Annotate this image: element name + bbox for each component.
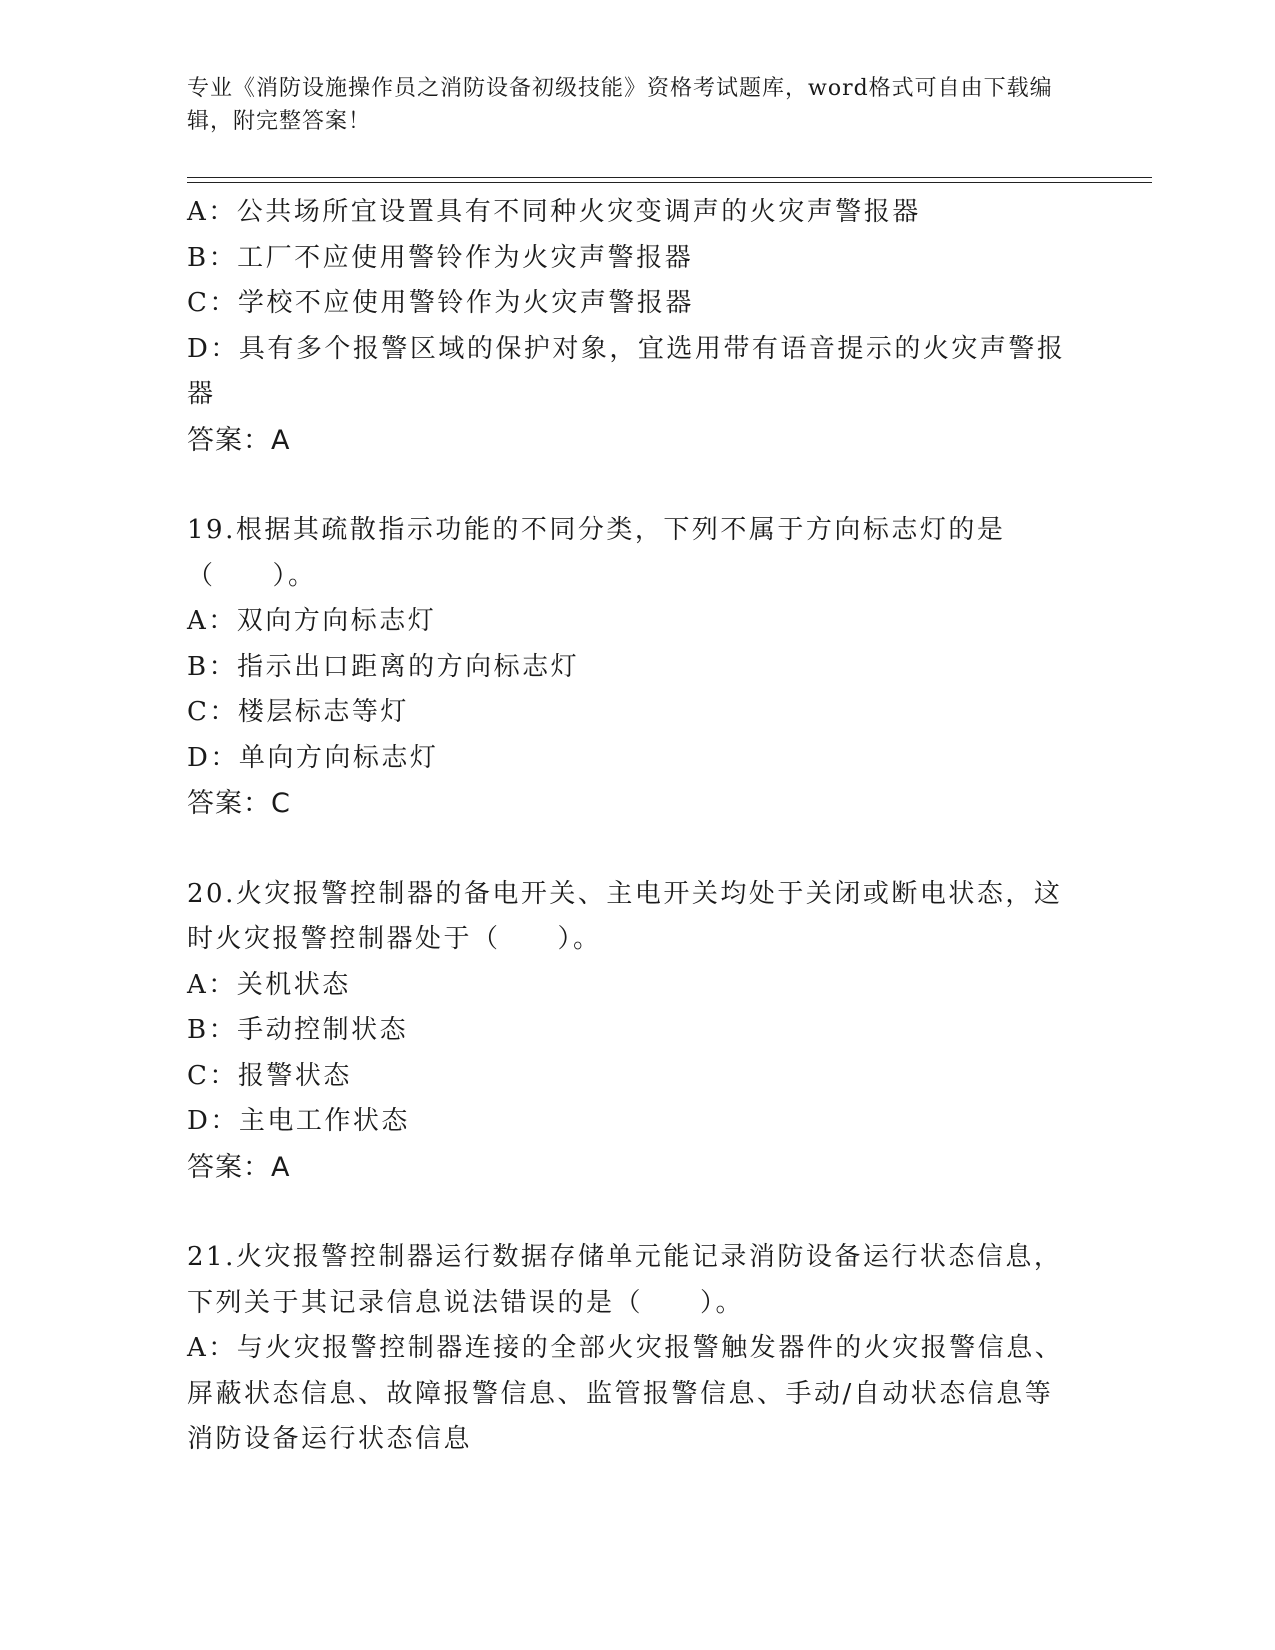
question-19 — [187, 508, 1087, 827]
question-18-option-a: A：公共场所宜设置具有不同种火灾变调声的火灾声警报器 — [187, 197, 921, 227]
question-19-option-a: A：双向方向标志灯 — [187, 606, 437, 636]
question-18-option-d: D：具有多个报警区域的保护对象，宜选用带有语音提示的火灾声警报器 — [187, 333, 1066, 409]
page-header: 专业《消防设施操作员之消防设备初级技能》资格考试题库，word格式可自由下载编辑，附完整答案！ — [187, 76, 1053, 134]
question-20 — [187, 872, 1087, 1191]
header-divider-bottom — [187, 182, 1152, 183]
question-18 — [187, 190, 1087, 463]
question-list — [187, 190, 1087, 1463]
question-19-option-d: D：单向方向标志灯 — [187, 742, 439, 773]
question-18-answer: 答案：A — [187, 424, 291, 456]
question-20-option-b: B：手动控制状态 — [187, 1015, 409, 1045]
question-21-option-a: A：与火灾报警控制器连接的全部火灾报警触发器件的火灾报警信息、屏蔽状态信息、故障报警信息、监管报警信息、手动/自动状态信息等消防设备运行状态信息 — [187, 1333, 1064, 1454]
question-20-option-d: D：主电工作状态 — [187, 1106, 410, 1136]
question-21 — [187, 1235, 1087, 1463]
question-21-stem: 21.火灾报警控制器运行数据存储单元能记录消防设备运行状态信息，下列关于其记录信息说法错误的是（ ）。 — [187, 1242, 1063, 1318]
question-20-option-a: A：关机状态 — [187, 969, 351, 1000]
question-20-answer: 答案：A — [187, 1151, 291, 1183]
question-18-option-b: B：工厂不应使用警铃作为火灾声警报器 — [187, 242, 694, 273]
question-19-answer: 答案：C — [187, 788, 291, 819]
question-19-option-b: B：指示出口距离的方向标志灯 — [187, 651, 580, 682]
question-19-option-c: C：楼层标志等灯 — [187, 697, 409, 727]
question-19-stem: 19.根据其疏散指示功能的不同分类，下列不属于方向标志灯的是（ ）。 — [187, 515, 1006, 591]
question-20-option-c: C：报警状态 — [187, 1060, 352, 1091]
question-20-stem: 20.火灾报警控制器的备电开关、主电开关均处于关闭或断电状态，这时火灾报警控制器处于（ ）。 — [187, 878, 1063, 954]
question-18-option-c: C：学校不应使用警铃作为火灾声警报器 — [187, 288, 694, 318]
header-divider-top — [187, 177, 1152, 178]
